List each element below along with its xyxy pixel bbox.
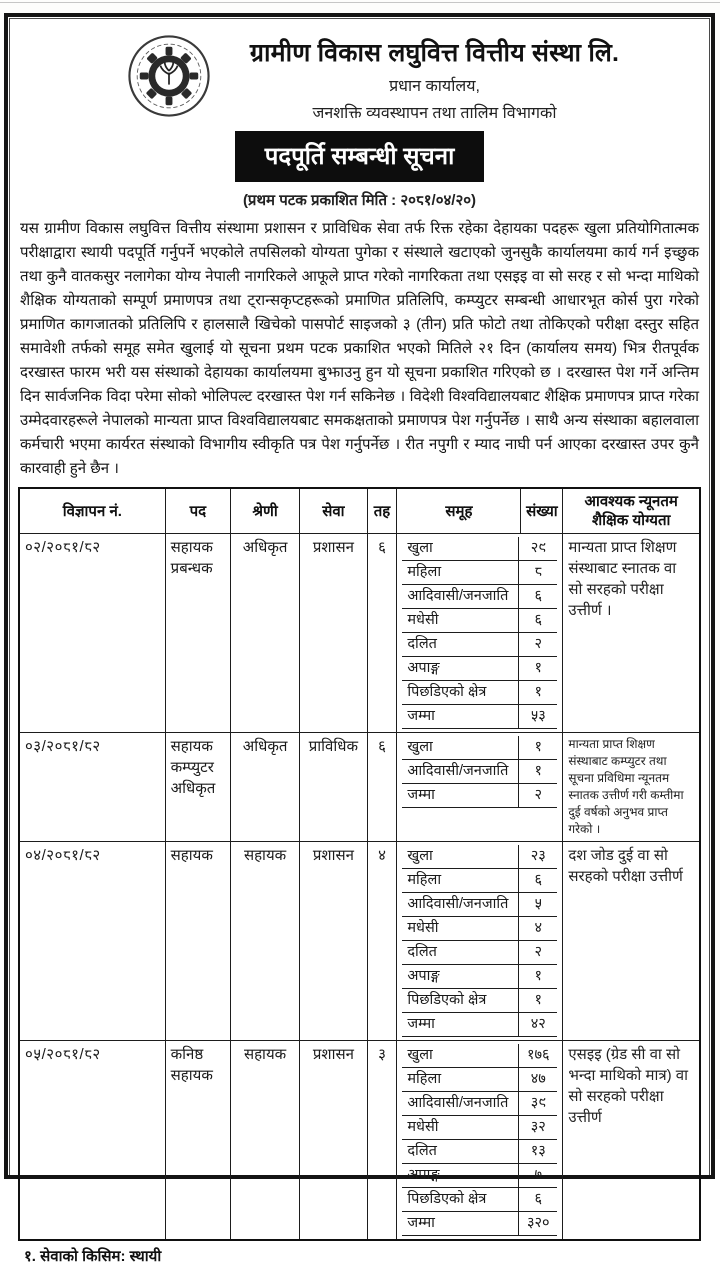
service-cell: प्रशासन xyxy=(300,534,368,733)
vacancy-row xyxy=(19,1041,700,1241)
group-row xyxy=(402,537,557,561)
group-subtable xyxy=(402,537,557,729)
group-count-value-cell: ६ xyxy=(519,1188,558,1212)
group-count-value-cell: १ xyxy=(519,681,558,705)
class-cell: सहायक xyxy=(231,842,300,1041)
group-count-value-cell: ३२० xyxy=(519,1212,558,1236)
group-label-cell: जम्मा xyxy=(402,784,518,808)
group-label-cell: पिछडिएको क्षेत्र xyxy=(402,989,518,1013)
group-count-value-cell: ४७ xyxy=(519,1068,558,1092)
group-label-cell: दलित xyxy=(402,633,518,657)
group-subtable xyxy=(402,736,557,808)
group-row xyxy=(402,1164,557,1188)
group-count-cell xyxy=(397,733,563,842)
group-row xyxy=(402,705,557,729)
group-label-cell: मधेसी xyxy=(402,609,518,633)
group-row xyxy=(402,784,557,808)
document-border-frame xyxy=(4,13,715,1265)
published-date-line: (प्रथम पटक प्रकाशित मिति : २०८१/०४/२०) xyxy=(242,192,477,209)
group-label-cell: मधेसी xyxy=(402,917,518,941)
group-subtable xyxy=(402,1044,557,1236)
group-row xyxy=(402,1068,557,1092)
vacancy-table xyxy=(18,487,701,1241)
organization-name: ग्रामीण विकास लघुवित्त वित्तीय संस्था लि. xyxy=(249,39,620,67)
group-row xyxy=(402,893,557,917)
group-count-value-cell: ६ xyxy=(519,609,558,633)
level-cell: ३ xyxy=(367,1041,397,1241)
group-count-cell xyxy=(397,842,563,1041)
group-label-cell: महिला xyxy=(402,1068,518,1092)
group-label-cell: आदिवासी/जनजाति xyxy=(402,585,518,609)
col-header-position: पद xyxy=(165,488,230,534)
group-row xyxy=(402,845,557,869)
col-header-class: श्रेणी xyxy=(231,488,300,534)
group-row xyxy=(402,941,557,965)
col-header-group: समूह xyxy=(397,488,521,534)
group-subtable xyxy=(402,845,557,1037)
group-row xyxy=(402,989,557,1013)
group-count-value-cell: १ xyxy=(519,989,558,1013)
position-cell: कनिष्ठ सहायक xyxy=(165,1041,230,1241)
organization-seal-icon xyxy=(126,33,212,119)
header-text-block xyxy=(168,27,701,123)
table-header-row xyxy=(19,488,700,534)
group-count-value-cell: २३ xyxy=(519,845,558,869)
office-line: प्रधान कार्यालय, xyxy=(389,78,480,95)
group-count-value-cell: १ xyxy=(519,736,558,760)
qualification-cell: मान्यता प्राप्त शिक्षण संस्थाबाट कम्प्युटर तथा सूचना प्रविधिमा न्यूनतम स्नातक उत्तीर्ण गरी कम्तीमा दुई वर्षको अनुभव प्राप्त गरेको । xyxy=(563,733,700,842)
group-label-cell: अपाङ्ग xyxy=(402,965,518,989)
group-label-cell: खुला xyxy=(402,1044,518,1068)
group-label-cell: आदिवासी/जनजाति xyxy=(402,893,518,917)
level-cell: ६ xyxy=(367,534,397,733)
group-count-value-cell: ४२ xyxy=(519,1013,558,1037)
group-count-cell xyxy=(397,1041,563,1241)
col-header-qualification: आवश्यक न्यूनतम शैक्षिक योग्यता xyxy=(563,488,700,534)
group-count-value-cell: १ xyxy=(519,760,558,784)
qualification-cell: दश जोड दुई वा सो सरहको परीक्षा उत्तीर्ण xyxy=(563,842,700,1041)
group-count-value-cell: ५३ xyxy=(519,705,558,729)
group-count-value-cell: २९ xyxy=(519,537,558,561)
col-header-ad-no: विज्ञापन नं. xyxy=(19,488,165,534)
group-row xyxy=(402,1212,557,1236)
group-label-cell: महिला xyxy=(402,561,518,585)
group-count-value-cell: २ xyxy=(519,633,558,657)
group-label-cell: पिछडिएको क्षेत्र xyxy=(402,1188,518,1212)
group-row xyxy=(402,1140,557,1164)
group-row xyxy=(402,736,557,760)
service-cell: प्राविधिक xyxy=(300,733,368,842)
group-label-cell: खुला xyxy=(402,845,518,869)
group-count-value-cell: २ xyxy=(519,941,558,965)
service-type-footnote: १. सेवाको किसिम: स्थायी xyxy=(24,1248,162,1265)
level-cell: ६ xyxy=(367,733,397,842)
group-count-value-cell: ६ xyxy=(519,869,558,893)
page-top-divider xyxy=(0,2,720,3)
qualification-cell: मान्यता प्राप्त शिक्षण संस्थाबाट स्नातक वा सो सरहको परीक्षा उत्तीर्ण । xyxy=(563,534,700,733)
group-row xyxy=(402,1092,557,1116)
group-row xyxy=(402,681,557,705)
group-row xyxy=(402,1188,557,1212)
group-row xyxy=(402,561,557,585)
group-label-cell: महिला xyxy=(402,869,518,893)
position-cell: सहायक कम्प्युटर अधिकृत xyxy=(165,733,230,842)
group-count-value-cell: ६ xyxy=(519,585,558,609)
group-label-cell: खुला xyxy=(402,736,518,760)
group-label-cell: अपाङ्ग xyxy=(402,657,518,681)
group-label-cell: जम्मा xyxy=(402,1013,518,1037)
group-count-value-cell: ३९ xyxy=(519,1092,558,1116)
col-header-service: सेवा xyxy=(300,488,368,534)
group-label-cell: खुला xyxy=(402,537,518,561)
position-cell: सहायक xyxy=(165,842,230,1041)
group-count-cell xyxy=(397,534,563,733)
group-row xyxy=(402,633,557,657)
ad-number-cell: ०४/२०८१/८२ xyxy=(19,842,165,1041)
group-row xyxy=(402,657,557,681)
class-cell: अधिकृत xyxy=(231,534,300,733)
ad-number-cell: ०२/२०८१/८२ xyxy=(19,534,165,733)
group-row xyxy=(402,1013,557,1037)
group-count-value-cell: ७ xyxy=(519,1164,558,1188)
group-label-cell: दलित xyxy=(402,1140,518,1164)
group-count-value-cell: १ xyxy=(519,965,558,989)
group-row xyxy=(402,760,557,784)
group-row xyxy=(402,609,557,633)
col-header-count: संख्या xyxy=(521,488,563,534)
group-count-value-cell: ३२ xyxy=(519,1116,558,1140)
position-cell: सहायक प्रबन्धक xyxy=(165,534,230,733)
qualification-cell: एसइइ (ग्रेड सी वा सो भन्दा माथिको मात्र) वा सो सरहको परीक्षा उत्तीर्ण xyxy=(563,1041,700,1241)
group-count-value-cell: १ xyxy=(519,657,558,681)
ad-number-cell: ०३/२०८१/८२ xyxy=(19,733,165,842)
vacancy-row xyxy=(19,534,700,733)
notice-body-paragraph: यस ग्रामीण विकास लघुवित्त वित्तीय संस्थामा प्रशासन र प्राविधिक सेवा तर्फ रिक्त रहेका देहायका पदहरू खुला प्रतियोगितात्मक परीक्षाद्वारा स्थायी पदपूर्ति गर्नुपर्ने भएकोले तपसिलको योग्यता पुगेका र संस्थाले खटाएको जुनसुकै कार्यालयमा कार्य गर्न इच्छुक तथा कुनै वातकसुर नलागेका योग्य नेपाली नागरिकले आफूले प्राप्त गरेको नागरिकता तथा एसइइ वा सो सरह र सो भन्दा माथिको शैक्षिक योग्यताको सम्पूर्ण प्रमाणपत्र तथा ट्रान्सकृप्टहरूको प्रमाणित प्रतिलिपि, कम्प्युटर सम्बन्धी आधारभूत कोर्स पुरा गरेको प्रमाणित कागजातको प्रतिलिपि र हालसालै खिचेको पासपोर्ट साइजको ३ (तीन) प्रति फोटो तथा तोकिएको परीक्षा दस्तुर सहित समावेशी तर्फको समूह समेत खुलाई यो सूचना प्रथम पटक प्रकाशित भएको मितिले २१ दिन (कार्यालय समय) भित्र रीतपूर्वक दरखास्त फारम भरी यस संस्थाको देहायका कार्यालयमा बुझाउनु हुन यो सूचना प्रकाशित गरिएको छ । दरखास्त पेश गर्ने अन्तिम दिन सार्वजनिक विदा परेमा सोको भोलिपल्ट दरखास्त पेश गर्न सकिनेछ । विदेशी विश्वविद्यालयबाट शैक्षिक प्रमाणपत्र प्राप्त गरेका उम्मेदवारहरूले नेपालको मान्यता प्राप्त विश्वविद्यालयबाट समकक्षताको प्रमाणपत्र पेश गर्नुपर्नेछ । साथै अन्य संस्थाका बहालवाला कर्मचारी भएमा कार्यरत संस्थाको विभागीय स्वीकृति पत्र पेश गर्नुपर्नेछ । रीत नपुगी र म्याद नाघी पर्न आएका दरखास्त उपर कुनै कारवाही हुने छैन । xyxy=(20,220,699,477)
ad-number-cell: ०५/२०८१/८२ xyxy=(19,1041,165,1241)
group-label-cell: आदिवासी/जनजाति xyxy=(402,760,518,784)
group-label-cell: जम्मा xyxy=(402,1212,518,1236)
level-cell: ४ xyxy=(367,842,397,1041)
class-cell: अधिकृत xyxy=(231,733,300,842)
group-count-value-cell: १३ xyxy=(519,1140,558,1164)
group-count-value-cell: १७६ xyxy=(519,1044,558,1068)
group-row xyxy=(402,1044,557,1068)
notice-header xyxy=(18,27,701,123)
notice-title-banner: पदपूर्ति सम्बन्धी सूचना xyxy=(235,131,485,182)
group-count-value-cell: ४ xyxy=(519,917,558,941)
group-row xyxy=(402,585,557,609)
group-label-cell: जम्मा xyxy=(402,705,518,729)
department-line: जनशक्ति व्यवस्थापन तथा तालिम विभागको xyxy=(312,105,557,122)
group-row xyxy=(402,869,557,893)
group-count-value-cell: ५ xyxy=(519,893,558,917)
group-count-value-cell: ८ xyxy=(519,561,558,585)
col-header-level: तह xyxy=(367,488,397,534)
service-cell: प्रशासन xyxy=(300,1041,368,1241)
group-label-cell: अपाङ्ग xyxy=(402,1164,518,1188)
group-row xyxy=(402,1116,557,1140)
group-row xyxy=(402,917,557,941)
group-row xyxy=(402,965,557,989)
group-label-cell: आदिवासी/जनजाति xyxy=(402,1092,518,1116)
group-label-cell: मधेसी xyxy=(402,1116,518,1140)
group-count-value-cell: २ xyxy=(519,784,558,808)
vacancy-row xyxy=(19,842,700,1041)
vacancy-row xyxy=(19,733,700,842)
service-cell: प्रशासन xyxy=(300,842,368,1041)
document-inner-frame xyxy=(9,18,710,1265)
group-label-cell: पिछडिएको क्षेत्र xyxy=(402,681,518,705)
group-label-cell: दलित xyxy=(402,941,518,965)
class-cell: सहायक xyxy=(231,1041,300,1241)
